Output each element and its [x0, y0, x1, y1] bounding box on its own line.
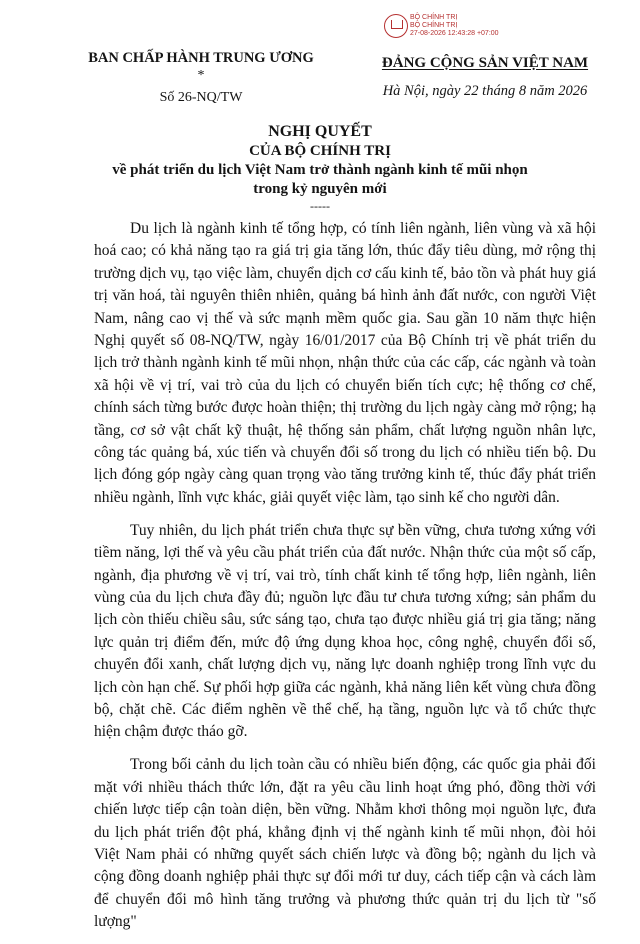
document-body	[94, 218, 596, 944]
star-separator: *	[197, 68, 205, 83]
title-divider: -----	[310, 199, 330, 213]
document-issuer: CỦA BỘ CHÍNH TRỊ	[249, 143, 391, 159]
document-subject-line-1: về phát triển du lịch Việt Nam trở thành ngành kinh tế mũi nhọn	[112, 162, 528, 178]
document-title-block	[60, 122, 580, 213]
party-name: ĐẢNG CỘNG SẢN VIỆT NAM	[381, 55, 589, 71]
organization-name: BAN CHẤP HÀNH TRUNG ƯƠNG	[88, 50, 314, 66]
signature-line-2: BỘ CHÍNH TRỊ	[410, 22, 458, 29]
signature-text	[410, 14, 499, 38]
document-number: Số 26-NQ/TW	[159, 90, 243, 105]
party-seal-icon	[384, 14, 408, 38]
place-and-date: Hà Nội, ngày 22 tháng 8 năm 2026	[382, 83, 588, 99]
paragraph: Du lịch là ngành kinh tế tổng hợp, có tính liên ngành, liên vùng và xã hội hoá cao; có khả năng tạo ra giá trị gia tăng lớn, thúc đẩy tiêu dùng, mở rộng thị trường dịch vụ, tạo việc làm, chuyển dịch cơ cấu kinh tế, bảo tồn và phát huy giá trị văn hoá, tài nguyên thiên nhiên, quảng bá hình ảnh đất nước, con người Việt Nam, nâng cao vị thế và sức mạnh mềm quốc gia. Sau gần 10 năm thực hiện Nghị quyết số 08-NQ/TW, ngày 16/01/2017 của Bộ Chính trị về phát triển du lịch trở thành ngành kinh tế mũi nhọn, nhận thức của các cấp, các ngành và toàn xã hội về vị trí, vai trò của du lịch có chuyển biến tích cực; hệ thống cơ chế, chính sách từng bước được hoàn thiện; thị trường du lịch ngày càng mở rộng; hạ tầng, cơ sở vật chất kỹ thuật, hệ thống sản phẩm, chất lượng nguồn nhân lực, công tác quảng bá, xúc tiến và chuyển đổi số trong du lịch có nhiều tiến bộ. Du lịch đóng góp ngày càng quan trọng vào tăng trưởng kinh tế, thúc đẩy phát triển nhiều ngành, lĩnh vực khác, giải quyết việc làm, tạo sinh kế cho người dân.	[94, 220, 596, 506]
digital-signature-stamp	[384, 12, 514, 44]
signature-line-1: BỘ CHÍNH TRỊ	[410, 14, 458, 21]
header-right	[370, 54, 600, 100]
paragraph: Trong bối cảnh du lịch toàn cầu có nhiều biến động, các quốc gia phải đối mặt với nhiều thách thức lớn, đặt ra yêu cầu linh hoạt ứng phó, đồng thời với chiến lược tiếp cận toàn diện, bền vững. Nhằm khơi thông mọi nguồn lực, đưa du lịch phát triển đột phá, khẳng định vị thế ngành kinh tế mũi nhọn, đòi hỏi Việt Nam phải có những quyết sách chiến lược và đồng bộ; ngành du lịch và cộng đồng doanh nghiệp phải thực sự đổi mới tư duy, cách tiếp cận và cách làm để chuyển đổi mô hình tăng trưởng và phương thức quản trị du lịch từ "số lượng"	[94, 756, 596, 931]
document-type: NGHỊ QUYẾT	[268, 123, 372, 140]
paragraph: Tuy nhiên, du lịch phát triển chưa thực sự bền vững, chưa tương xứng với tiềm năng, lợi thế và yêu cầu phát triển của đất nước. Nhận thức của một số cấp, ngành, địa phương về vị trí, vai trò, tính chất kinh tế tổng hợp, liên ngành, liên vùng của du lịch chưa đầy đủ; nguồn lực đầu tư chưa tương xứng; sản phẩm du lịch còn thiếu chiều sâu, sức sáng tạo, chưa tạo được nhiều giá trị gia tăng; năng lực quản trị điểm đến, mức độ ứng dụng khoa học, công nghệ, chuyển đổi số, chuyển đổi xanh, chất lượng dịch vụ, năng lực doanh nghiệp trong lĩnh vực du lịch còn hạn chế. Sự phối hợp giữa các ngành, khả năng liên kết vùng chưa đồng bộ, chặt chẽ. Các điểm nghẽn về thể chế, hạ tầng, nguồn lực và tổ chức thực hiện chậm được tháo gỡ.	[94, 521, 596, 741]
header-left	[76, 49, 326, 107]
document-subject-line-2: trong kỷ nguyên mới	[253, 181, 387, 197]
signature-timestamp: 27-08-2026 12:43:28 +07:00	[410, 30, 499, 37]
